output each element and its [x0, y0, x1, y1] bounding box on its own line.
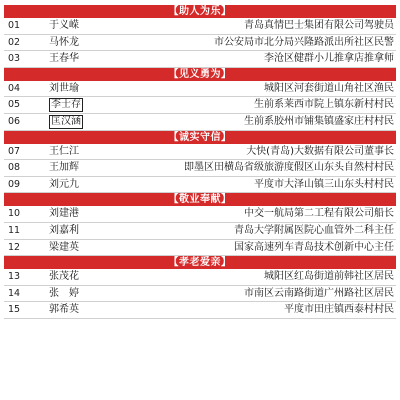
honoree-affiliation: 青岛真情巴士集团有限公司驾驶员 [244, 20, 394, 31]
honoree-row [4, 269, 396, 286]
row-number: 15 [8, 304, 21, 316]
honoree-row [4, 302, 396, 319]
honoree-affiliation: 青岛大学附属医院心血管外二科主任 [234, 224, 394, 236]
honoree-row [4, 206, 396, 223]
honoree-row [4, 144, 396, 161]
honoree-name: 王加辉 [49, 162, 79, 174]
category-header: 【敬业奉献】 [4, 193, 396, 206]
row-number: 12 [8, 241, 21, 253]
honoree-row [4, 18, 396, 35]
honoree-row [4, 114, 396, 131]
category-section [4, 5, 396, 68]
honoree-affiliation: 平度市大泽山镇三山东头村村民 [254, 178, 394, 190]
row-number: 07 [8, 145, 21, 157]
category-section [4, 68, 396, 131]
category-section [4, 256, 396, 319]
honoree-row [4, 81, 396, 98]
row-number: 03 [8, 53, 21, 65]
row-number: 09 [8, 178, 21, 190]
honoree-affiliation: 市南区云南路街道广州路社区居民 [244, 287, 394, 299]
honoree-affiliation: 李沧区健群小儿推拿店推拿师 [264, 53, 394, 65]
row-number: 14 [8, 287, 21, 299]
honoree-row [4, 160, 396, 177]
honoree-row [4, 286, 396, 303]
honoree-name: 王春华 [49, 53, 79, 65]
honoree-row [4, 223, 396, 240]
honoree-affiliation: 中交一航局第二工程有限公司船长 [244, 208, 394, 220]
honoree-name: 马怀龙 [49, 36, 79, 48]
honoree-name: 张 婷 [49, 287, 79, 299]
category-header: 【见义勇为】 [4, 68, 396, 81]
row-number: 06 [8, 115, 21, 127]
honoree-name: 刘元九 [49, 178, 79, 190]
honoree-affiliation: 市公安局市北分局兴隆路派出所社区民警 [214, 36, 394, 48]
honoree-row [4, 240, 396, 257]
row-number: 11 [8, 224, 21, 236]
honoree-name: 刘建港 [49, 208, 79, 220]
honoree-row [4, 51, 396, 68]
honoree-row [4, 177, 396, 194]
honoree-name: 于义嵘 [49, 20, 79, 31]
honoree-name: 匡汉涵 [51, 115, 81, 127]
row-number: 02 [8, 36, 21, 48]
honoree-name: 梁建英 [49, 241, 79, 253]
category-header: 【诚实守信】 [4, 131, 396, 144]
honoree-affiliation: 平度市田庄镇西泰村村民 [284, 304, 394, 316]
honoree-row [4, 97, 396, 114]
honoree-affiliation: 国家高速列车青岛技术创新中心主任 [234, 241, 394, 253]
honoree-row [4, 35, 396, 52]
honoree-name: 王仁江 [49, 145, 79, 157]
row-number: 04 [8, 82, 21, 94]
honoree-name: 刘世瑜 [49, 82, 79, 94]
honoree-affiliation: 大快(青岛)大数据有限公司董事长 [246, 145, 394, 157]
row-number: 10 [8, 208, 21, 220]
honoree-affiliation: 城阳区河套街道山角社区渔民 [264, 82, 394, 94]
category-header: 【孝老爱亲】 [4, 256, 396, 269]
row-number: 01 [8, 20, 21, 31]
honoree-name: 李士存 [51, 99, 81, 111]
row-number: 05 [8, 99, 21, 111]
category-section [4, 193, 396, 256]
category-section [4, 131, 396, 194]
category-header: 【助人为乐】 [4, 5, 396, 18]
honoree-affiliation: 城阳区红岛街道前韩社区居民 [264, 271, 394, 283]
honoree-affiliation: 生前系莱西市院上镇东新村村民 [254, 99, 394, 111]
honoree-name: 刘嘉利 [49, 224, 79, 236]
honoree-list [4, 0, 396, 319]
honoree-affiliation: 即墨区田横岛省级旅游度假区山东头自然村村民 [184, 162, 394, 174]
honoree-name: 郭希英 [49, 304, 79, 316]
row-number: 13 [8, 271, 21, 283]
honoree-affiliation: 生前系胶州市铺集镇盛家庄村村民 [244, 115, 394, 127]
row-number: 08 [8, 162, 21, 174]
honoree-name: 张茂花 [49, 271, 79, 283]
